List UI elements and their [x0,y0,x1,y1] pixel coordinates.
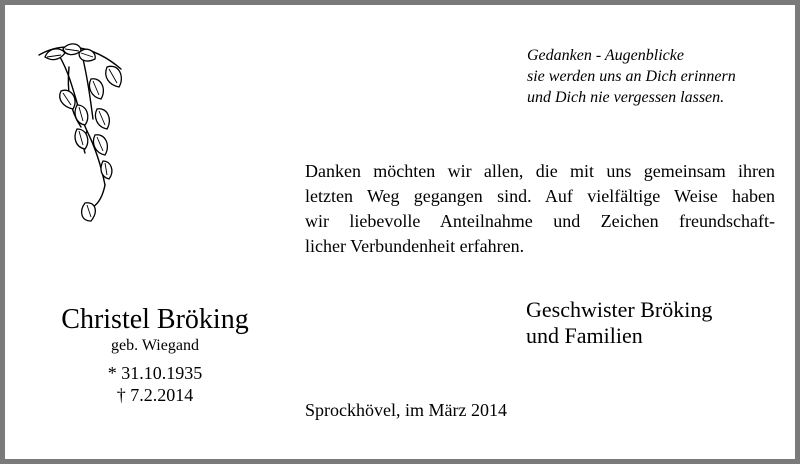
thanks-line: Danken möchten wir allen, die mit uns gemeinsam ihren [305,161,775,181]
maiden-name: geb. Wiegand [111,337,199,354]
family-signature [526,297,712,349]
family-line: Geschwister Bröking [526,297,713,322]
memorial-quote [527,45,736,108]
thanks-line: licher Verbundenheit erfahren. [305,236,525,256]
quote-line: Gedanken - Augenblicke [527,47,684,64]
deceased-info [45,303,265,406]
thanks-line: wir liebevolle Anteilnahme und Zeichen freundschaft- [305,211,775,231]
birth-date: * 31.10.1935 [107,363,203,383]
thanks-text [305,159,775,259]
family-line: und Familien [526,323,643,348]
quote-line: sie werden uns an Dich erinnern [527,68,736,85]
birch-branch-icon [33,35,143,235]
quote-line: und Dich nie vergessen lassen. [527,89,725,106]
death-date: † 7.2.2014 [116,385,194,405]
thanks-line: letzten Weg gegangen sind. Auf vielfältige Weise haben [305,186,775,206]
place-date: Sprockhövel, im März 2014 [305,400,507,420]
deceased-name: Christel Bröking [61,304,249,335]
